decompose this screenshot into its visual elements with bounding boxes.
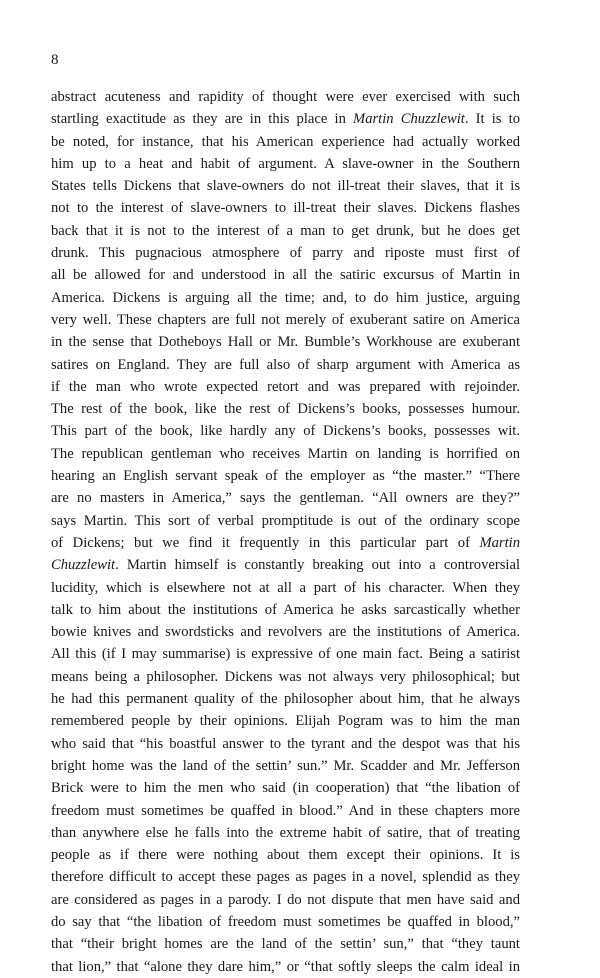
text-line xyxy=(51,822,520,844)
text-line xyxy=(51,933,520,955)
text-segment: States tells Dickens that slave-owners do not ill-treat their slaves, that it is xyxy=(51,178,520,195)
italic-title: Chuzzlewit xyxy=(51,557,116,574)
text-segment: that “their bright homes are the land of the settin’ sun,” that “they taunt xyxy=(51,936,520,953)
text-segment: drunk. This pugnacious atmosphere of parry and riposte must first of xyxy=(51,245,520,262)
text-line xyxy=(51,554,520,576)
text-line xyxy=(51,532,520,554)
text-line xyxy=(51,599,520,621)
text-segment: lucidity, which is elsewhere not at all a part of his character. When they xyxy=(51,579,520,596)
text-segment: if the man who wrote expected retort and was prepared with rejoinder. xyxy=(51,378,520,395)
text-segment: America. Dickens is arguing all the time; and, to do him justice, arguing xyxy=(51,289,520,306)
text-line xyxy=(51,108,520,130)
text-segment: he had this permanent quality of the philosopher about him, that he always xyxy=(51,691,520,708)
text-line xyxy=(51,220,520,242)
text-segment: all be allowed for and understood in all the satiric excursus of Martin in xyxy=(51,267,520,284)
text-line xyxy=(51,287,520,309)
page-number: 8 xyxy=(51,52,59,68)
text-segment: therefore difficult to accept these pages as pages in a novel, splendid as they xyxy=(51,869,520,886)
text-line xyxy=(51,733,520,755)
text-segment: in the sense that Dotheboys Hall or Mr. Bumble’s Workhouse are exuberant xyxy=(51,334,520,351)
text-line xyxy=(51,376,520,398)
text-line xyxy=(51,264,520,286)
text-line xyxy=(51,688,520,710)
text-segment: says Martin. This sort of verbal promptitude is out of the ordinary scope xyxy=(51,512,520,529)
text-segment: not to the interest of slave-owners to ill-treat their slaves. Dickens flashes xyxy=(51,200,520,217)
text-segment: satires on England. They are full also of sharp argument with America as xyxy=(51,356,520,373)
text-segment: startling exactitude as they are in this place in xyxy=(51,111,354,128)
text-line xyxy=(51,331,520,353)
text-segment: very well. These chapters are full not merely of exuberant satire on America xyxy=(51,311,520,328)
text-line xyxy=(51,956,520,978)
text-line xyxy=(51,510,520,532)
text-segment: The rest of the book, like the rest of Dickens’s books, possesses humour. xyxy=(51,401,520,418)
text-segment: than anywhere else he falls into the extreme habit of satire, that of treating xyxy=(51,824,520,841)
text-segment: This part of the book, like hardly any of Dickens’s books, possesses wit. xyxy=(51,423,520,440)
text-segment: back that it is not to the interest of a man to get drunk, but he does get xyxy=(51,222,520,239)
italic-title: Martin Chuzzlewit xyxy=(353,111,465,128)
text-line xyxy=(51,800,520,822)
text-segment: bowie knives and swordsticks and revolvers are the institutions of America. xyxy=(51,624,520,641)
text-segment: people as if there were nothing about them except their opinions. It is xyxy=(51,847,520,864)
text-line xyxy=(51,398,520,420)
text-line xyxy=(51,175,520,197)
body-text xyxy=(51,86,520,978)
text-segment: Brick were to him the men who said (in cooperation) that “the libation of xyxy=(51,780,520,797)
text-segment: The republican gentleman who receives Martin on landing is horrified on xyxy=(51,445,520,462)
text-segment: him up to a heat and habit of argument. A slave-owner in the Southern xyxy=(51,155,520,172)
text-line xyxy=(51,889,520,911)
text-line xyxy=(51,354,520,376)
text-segment: who said that “his boastful answer to the tyrant and the despot was that his xyxy=(51,735,520,752)
text-line xyxy=(51,420,520,442)
text-line xyxy=(51,710,520,732)
text-line xyxy=(51,755,520,777)
text-segment: remembered people by their opinions. Elijah Pogram was to him the man xyxy=(51,713,520,730)
text-line xyxy=(51,131,520,153)
text-segment: means being a philosopher. Dickens was not always very philosophical; but xyxy=(51,668,520,685)
text-line xyxy=(51,844,520,866)
text-line xyxy=(51,197,520,219)
text-line xyxy=(51,86,520,108)
text-line xyxy=(51,866,520,888)
text-line xyxy=(51,153,520,175)
italic-title: Martin xyxy=(479,534,520,551)
text-segment: are considered as pages in a parody. I do not dispute that men have said and xyxy=(51,891,520,908)
text-segment: talk to him about the institutions of America he asks sarcastically whether xyxy=(51,601,520,618)
text-line xyxy=(51,443,520,465)
text-segment: do say that “the libation of freedom must sometimes be quaffed in blood,” xyxy=(51,913,520,930)
text-segment: that lion,” that “alone they dare him,” or “that softly sleeps the calm ideal in xyxy=(51,958,520,975)
text-line xyxy=(51,242,520,264)
text-segment: All this (if I may summarise) is expressive of one main fact. Being a satirist xyxy=(51,646,520,663)
text-line xyxy=(51,487,520,509)
text-segment: of Dickens; but we find it frequently in this particular part of xyxy=(51,534,480,551)
text-segment: be noted, for instance, that his American experience had actually worked xyxy=(51,133,520,150)
text-segment: hearing an English servant speak of the employer as “the master.” “There xyxy=(51,468,520,485)
text-line xyxy=(51,911,520,933)
text-line xyxy=(51,666,520,688)
text-line xyxy=(51,465,520,487)
text-line xyxy=(51,577,520,599)
text-segment: are no masters in America,” says the gentleman. “All owners are they?” xyxy=(51,490,520,507)
text-segment: abstract acuteness and rapidity of thought were ever exercised with such xyxy=(51,89,520,105)
text-line xyxy=(51,309,520,331)
text-line xyxy=(51,777,520,799)
text-segment: . Martin himself is constantly breaking out into a controversial xyxy=(115,557,520,574)
text-line xyxy=(51,621,520,643)
text-line xyxy=(51,643,520,665)
text-segment: bright home was the land of the settin’ sun.” Mr. Scadder and Mr. Jefferson xyxy=(51,757,520,774)
text-segment: . It is to xyxy=(464,111,521,128)
text-segment: freedom must sometimes be quaffed in blood.” And in these chapters more xyxy=(51,802,520,819)
